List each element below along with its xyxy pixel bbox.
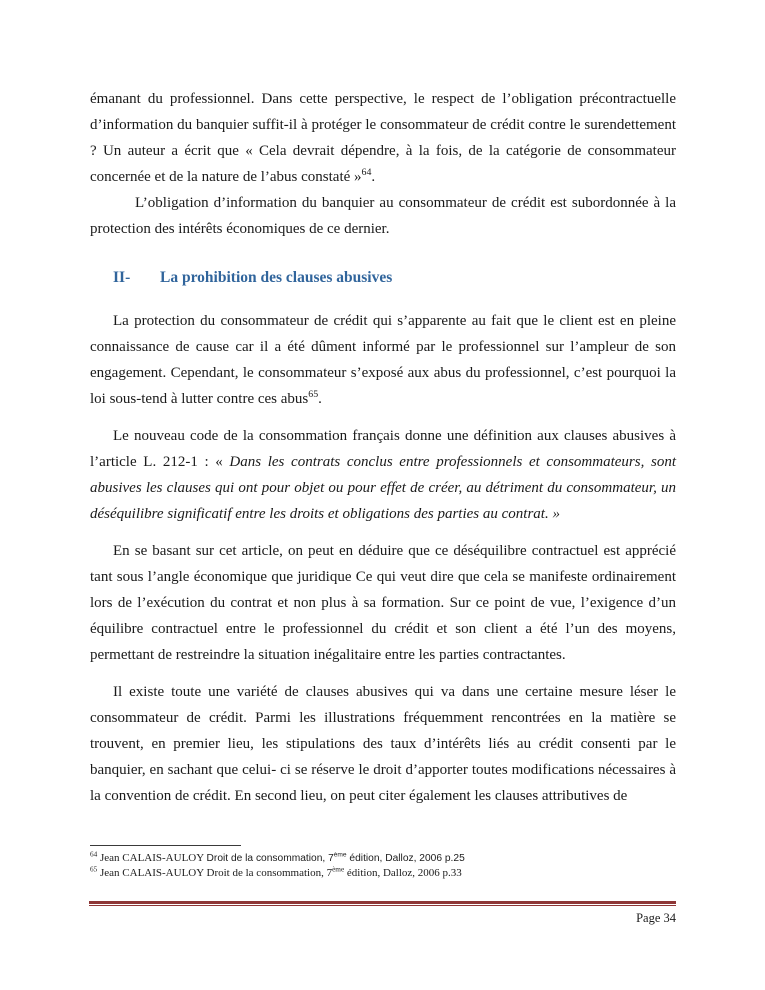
footnotes-section (90, 845, 676, 881)
footnote-65 (90, 866, 676, 881)
paragraph-definition-clauses-abusives (90, 423, 676, 527)
text-segment: L’obligation d’information du banquier au consommateur de crédit est subordonnée à la protection des intérêts économiques de ce dernier. (90, 195, 676, 237)
text-segment: . (371, 169, 376, 185)
text-segment: Jean CALAIS-AULOY (97, 852, 207, 864)
footnote-ref: 64 (90, 850, 98, 859)
paragraph-obligation-information (90, 190, 676, 242)
text-segment: Le nouveau code de la consommation français donne une définition aux clauses abusives à l’article L. 212-1 : « (90, 428, 676, 470)
section-heading (113, 268, 676, 288)
text-segment: En se basant sur cet article, on peut en déduire que ce déséquilibre contractuel est apprécié tant sous l’angle économique que juridique Ce qui veut dire que cela se manifeste ordinairement lors de l’exécution du contrat et non plus à sa formation. Sur ce point de vue, l’exigence d’un équilibre contractuel entre le professionnel du crédit et son client a été l’un des moyens, permettant de restreindre la situation inégalitaire entre les parties contractantes. (90, 543, 676, 663)
footnote-separator-rule (90, 845, 241, 846)
text-segment: Dans les contrats conclus entre professionnels et consommateurs, sont abusives les clauses qui ont pour objet ou pour effet de créer, au détriment du consommateur, un déséquilibre significatif entre les droits et obligations des parties au contrat. » (90, 454, 676, 522)
text-segment: . (318, 391, 322, 407)
paragraph-protection-consommateur (90, 308, 676, 412)
footnote-64 (90, 851, 676, 866)
main-content (90, 86, 676, 820)
text-segment: Il existe toute une variété de clauses abusives qui va dans une certaine mesure léser le consommateur de crédit. Parmi les illustrations fréquemment rencontrées en la matière se trouvent, en premier lieu, les stipulations des taux d’intérêts liés au crédit consenti par le banquier, en sachant que celui- ci se réserve le droit d’apporter toutes modifications nécessaires à la convention de crédit. En second lieu, on peut citer également les clauses attributives de (90, 684, 676, 804)
paragraph-desequilibre-contractuel (90, 538, 676, 668)
page-number: Page 34 (636, 911, 676, 925)
text-segment: La protection du consommateur de crédit qui s’apparente au fait que le client est en pleine connaissance de cause car il a été dûment informé par le professionnel sur l’ampleur de son engagement. Cependant, le consommateur s’exposé aux abus du professionnel, c’est pourquoi la loi sous-tend à lutter contre ces abus (90, 313, 676, 407)
footnote-ref: 65 (90, 865, 98, 874)
paragraph-continuation (90, 86, 676, 190)
text-segment: émanant du professionnel. Dans cette perspective, le respect de l’obligation précontractuelle d’information du banquier suffit-il à protéger le consommateur de crédit contre le surendettement ? Un auteur a écrit que « Cela devrait dépendre, à la fois, de la catégorie de consommateur concernée et de la nature de l’abus constaté » (90, 91, 676, 185)
text-segment: Jean CALAIS-AULOY Droit de la consommation, 7 (97, 867, 333, 879)
paragraph-variete-clauses-abusives (90, 679, 676, 809)
footnote-ref: 65 (308, 389, 319, 400)
text-segment: édition, Dalloz, 2006 p.25 (346, 853, 465, 864)
text-segment: édition, Dalloz, 2006 p.33 (344, 867, 462, 879)
footnote-ref: 64 (361, 167, 372, 178)
footer-rule (89, 901, 676, 906)
page-footer (89, 901, 676, 926)
section-title: La prohibition des clauses abusives (160, 269, 393, 286)
footnote-ref: ème (332, 865, 345, 874)
section-numeral: II- (113, 269, 131, 286)
footnote-ref: ème (333, 851, 347, 859)
text-segment: Droit de la consommation, 7 (206, 853, 334, 864)
